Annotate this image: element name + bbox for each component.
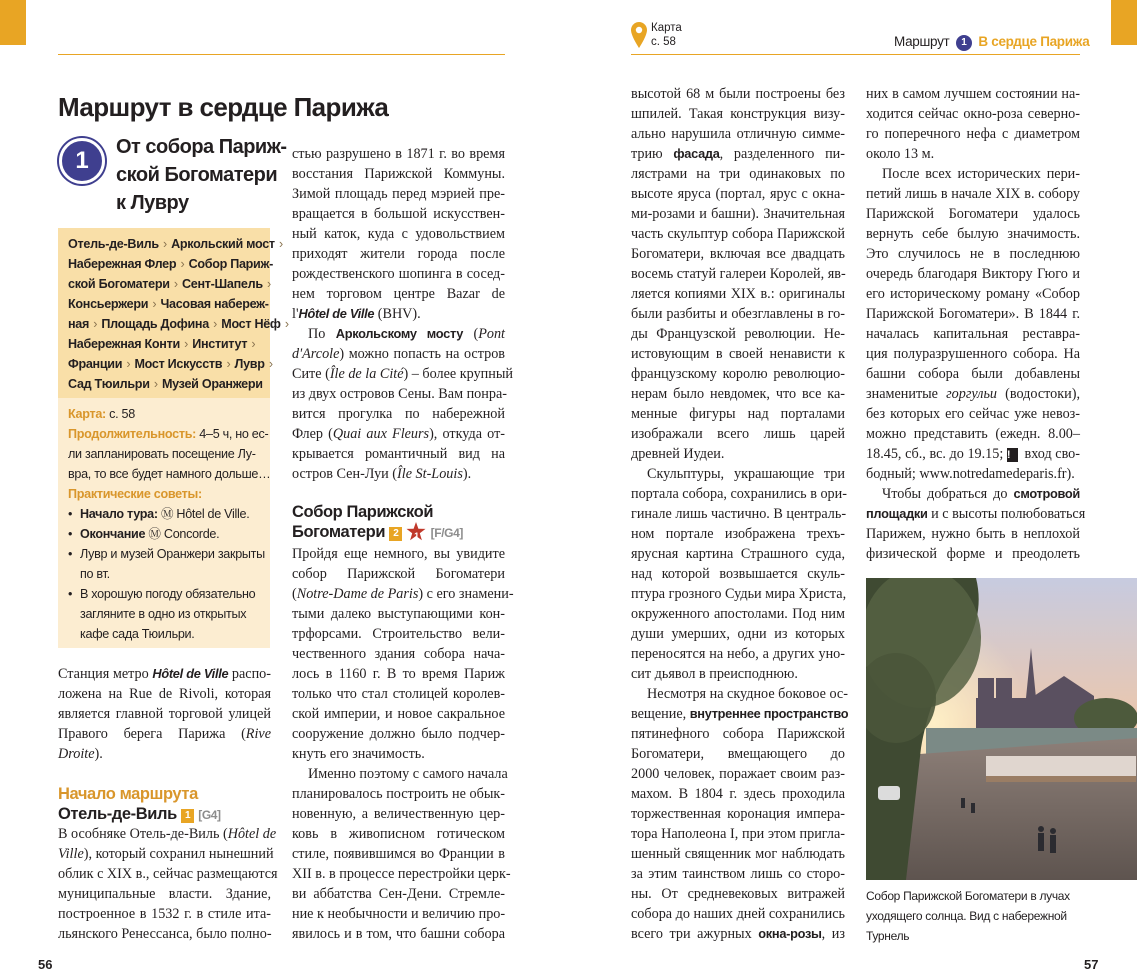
text-line: ложена на Rue de Rivoli, которая [58, 686, 271, 702]
route-stop: Собор Париж- [188, 257, 274, 271]
text-line: вернуть себе былую значимость. [866, 226, 1080, 242]
text-line: ви аббатства Сен-Дени. Стремле- [292, 886, 505, 902]
route-stop: Аркольский мост [171, 237, 275, 251]
text-line: Droite). [58, 746, 103, 762]
tip-line [68, 544, 264, 564]
tip-line [68, 624, 264, 644]
text-line: из двух островов Сены. Вам понра- [292, 386, 507, 402]
text-line: Богоматери, вмещающего до [631, 746, 845, 762]
col4-paragraph-c [866, 484, 1086, 564]
text-line: ный каток, куда с удовольствием [292, 226, 505, 242]
col4-paragraph-b [866, 164, 1080, 484]
text-line: вится прогулка по набережной [292, 406, 505, 422]
route-stops-line [68, 374, 264, 394]
tip-line [68, 584, 264, 604]
map-ref-page: с. 58 [651, 36, 676, 48]
text-line: трфорсами. Строительство вели- [292, 626, 505, 642]
route-stop: Институт [192, 337, 248, 351]
text-line: около 13 м. [866, 146, 935, 162]
text-line: 2000 человек, поражает своим раз- [631, 766, 845, 782]
map-ref-label: Карта [651, 22, 682, 34]
right-header-rule [631, 54, 1080, 55]
tip-line [68, 604, 264, 624]
text-line: d'Arcole) можно попасть на остров [292, 346, 505, 362]
tip-text: Ⓜ Concorde. [148, 527, 220, 541]
text-line: без которых его сейчас уже невоз- [866, 406, 1080, 422]
text-line: ходится сейчас окно-роза северно- [866, 106, 1080, 122]
chevron-right-icon: › [180, 337, 192, 351]
tip-line [68, 524, 264, 544]
col2-paragraph-b [292, 324, 513, 484]
text-line: над которой возвышается скуль- [631, 566, 845, 582]
text-line: Именно поэтому с самого начала [308, 766, 508, 782]
photo-caption-line: уходящего солнца. Вид с набережной [866, 909, 1067, 923]
text-line: ми-розами и башни). Значительная [631, 206, 845, 222]
text-line: ской империи, и новое сакральное [292, 706, 505, 722]
photo-caption [866, 886, 1070, 946]
text-line: французскому королю революцио- [631, 366, 845, 382]
text-line: Флер (Quai aux Fleurs), откуда от- [292, 426, 506, 442]
header-route-label: Маршрут [894, 34, 950, 49]
tip-text: Лувр и музей Оранжери закрыты [80, 547, 265, 561]
col2-paragraph-a [292, 144, 505, 324]
route-title [116, 133, 286, 217]
text-line: высоте яруса (портал, ярус с окна- [631, 186, 845, 202]
map-badge: 2 [389, 527, 402, 541]
text-line: Парижской Богоматери». В 1844 г. [866, 306, 1080, 322]
text-line: за этим таинством лишь со сторо- [631, 866, 845, 882]
text-line: трию фасада, разделенного пи- [631, 146, 845, 162]
start-heading: Начало маршрута [58, 785, 198, 803]
route-title-line: ской Богоматери [116, 164, 278, 186]
text-line: петий лишь в начале XIX в. собору [866, 186, 1080, 202]
text-line: высотой 68 м были построены без [631, 86, 845, 102]
route-stop: ской Богоматери [68, 277, 170, 291]
route-number-badge: 1 [59, 138, 105, 184]
text-line: кнуть его значимость. [292, 746, 425, 762]
col2-paragraph-c [292, 544, 514, 764]
text-line: ние к необычности и величию про- [292, 906, 506, 922]
text-line: изображали всего лишь царей [631, 426, 845, 442]
text-line: собора до наших дней сохранились [631, 906, 845, 922]
route-stops-line [68, 314, 289, 334]
text-line: ны. От средневековых витражей [631, 886, 845, 902]
text-line: началась капитальная реставра- [866, 326, 1080, 342]
text-line: является главной торговой улицей [58, 706, 271, 722]
header-section-title: В сердце Парижа [978, 34, 1090, 49]
text-line: ция полуразрушенного собора. На [866, 346, 1080, 362]
text-line: чественного здания собора нача- [292, 646, 505, 662]
text-line: можно представить (ежедн. 8.00– [866, 426, 1080, 442]
route-stops-line [68, 354, 273, 374]
chevron-right-icon: › [159, 237, 171, 251]
tip-text: В хорошую погоду обязательно [80, 587, 256, 601]
route-info [68, 404, 271, 644]
text-line: Богоматери, включая все двадцать [631, 246, 845, 262]
duration-line: вра, то все будет намного дольше… [68, 467, 271, 481]
text-line: портала собора, сохранились в ори- [631, 486, 847, 502]
bullet-icon: • [68, 507, 73, 521]
route-stop: Франции [68, 357, 123, 371]
chevron-right-icon: › [223, 357, 234, 371]
route-title-line: От собора Париж- [116, 136, 287, 158]
chevron-right-icon: › [177, 257, 188, 271]
text-line: были разбиты и обезглавлены в го- [631, 306, 845, 322]
photo-caption-line: Турнель [866, 929, 910, 943]
star-rating-icon [406, 522, 426, 540]
text-line: восемь статуй галереи Королей, яв- [631, 266, 846, 282]
text-line: ляется копиями XIX в.: оригиналы [631, 286, 845, 302]
text-line: XII в. в процессе перестройки церк- [292, 866, 511, 882]
left-header-rule [58, 54, 505, 55]
page-title: Маршрут в сердце Парижа [58, 92, 389, 122]
route-stop: Сент-Шапель [181, 277, 263, 291]
sobor-heading-line1: Собор Парижской [292, 503, 434, 521]
bullet-icon: • [68, 587, 73, 601]
text-line: нем торговом центре Bazar de [292, 286, 505, 302]
text-line: истовующим в своей ненависти к [631, 346, 845, 362]
text-line: башни собора были добавлены [866, 366, 1080, 382]
chevron-right-icon: › [248, 337, 256, 351]
text-line: облик с XIX в., сейчас размещаются [58, 866, 278, 882]
text-line: новенную, а величественную цер- [292, 806, 505, 822]
map-pin-icon [631, 22, 647, 48]
route-stop: Сад Тюильри [68, 377, 150, 391]
text-line: души умерших, одни из которых [631, 626, 845, 642]
route-stops-line [68, 234, 283, 254]
route-stops-line [68, 274, 271, 294]
grid-ref: [F/G4] [430, 526, 463, 540]
text-line: шпилей. Такая конструкция визу- [631, 106, 845, 122]
text-line: древней Иудеи. [631, 446, 725, 462]
chevron-right-icon: › [123, 357, 134, 371]
route-stops-line [68, 334, 264, 354]
text-line: них в самом лучшем состоянии на- [866, 86, 1080, 102]
left-page-tab [0, 0, 26, 45]
route-stops-line [68, 254, 274, 274]
text-line: всего три ажурных окна-розы, из [631, 926, 845, 942]
text-line: Парижем, нужно быть в неплохой [866, 526, 1080, 542]
start-subheading-text: Отель-де-Виль [58, 805, 177, 823]
duration-label: Продолжительность: [68, 427, 197, 441]
chevron-right-icon: › [281, 317, 289, 331]
text-line: ды Французской революции. Не- [631, 326, 845, 342]
text-line: го поперечного нефа с диаметром [866, 126, 1080, 142]
text-line: ном портале изображена трехъ- [631, 526, 845, 542]
text-line: вещение, внутреннее пространство [631, 706, 849, 722]
text-line: l'Hôtel de Ville (BHV). [292, 306, 421, 322]
duration-line: ли запланировать посещение Лу- [68, 447, 256, 461]
route-stop: Музей Оранжери [161, 377, 263, 391]
text-line: только что стал столицей королев- [292, 686, 505, 702]
text-line: Правого берега Парижа (Rive [58, 726, 271, 742]
text-line: рождественского шопинга в сосед- [292, 266, 505, 282]
text-line: шенный священник мог наблюдать [631, 846, 845, 862]
text-line: стиле, появившимся во Франции в [292, 846, 505, 862]
route-title-line: к Лувру [116, 192, 189, 214]
col1-paragraph-b [58, 824, 278, 944]
route-stop: Консьержери [68, 297, 149, 311]
text-line: построенное в 1532 г. в стиле ита- [58, 906, 271, 922]
route-stop: Лувр [234, 357, 265, 371]
tips-label: Практические советы: [68, 487, 202, 501]
map-reference [651, 21, 682, 49]
tip-line [68, 504, 264, 524]
route-stops-list [68, 234, 289, 394]
tip-text: кафе сада Тюильри. [80, 627, 195, 641]
text-line: По Аркольскому мосту (Pont [308, 326, 505, 342]
route-stop: ная [68, 317, 90, 331]
text-line: окруженного апостолами. Под ним [631, 606, 845, 622]
route-stop: Набережная Конти [68, 337, 180, 351]
page-number-right: 57 [1084, 957, 1099, 972]
text-line: лястрами на три одинаковых по [631, 166, 845, 182]
chevron-right-icon: › [150, 377, 161, 391]
text-line: собор Парижской Богоматери [292, 566, 505, 582]
tip-text: загляните в одно из открытых [80, 607, 247, 621]
text-line: часть скульптур собора Парижской [631, 226, 845, 242]
route-stop: Площадь Дофина [101, 317, 209, 331]
tip-label: Окончание [80, 527, 149, 541]
text-line: (Notre-Dame de Paris) с его знамени- [292, 586, 514, 602]
text-line: тыми далеко выступающими кон- [292, 606, 505, 622]
route-stop: Мост Нёф [221, 317, 281, 331]
text-line: очередь благодаря Виктору Гюго и [866, 266, 1080, 282]
bullet-icon: • [68, 527, 73, 541]
col3-paragraph-c [631, 684, 849, 944]
right-page-tab [1111, 0, 1137, 45]
text-line: вращается в большой искусствен- [292, 206, 505, 222]
text-line: знаменитые горгульи (водостоки), [866, 386, 1080, 402]
text-line: муниципальные власти. Здание, [58, 886, 271, 902]
col3-paragraph-b [631, 464, 845, 684]
text-line: сит дьявол в преисподнюю. [631, 666, 798, 682]
text-line: ковь в живописном готическом [292, 826, 505, 842]
text-line: физической форме и преодолеть [866, 546, 1080, 562]
tip-line [68, 564, 264, 584]
chevron-right-icon: › [149, 297, 160, 311]
route-stop: Набережная Флер [68, 257, 177, 271]
text-line: остров Сен-Луи (Île St-Louis). [292, 466, 472, 482]
page-number-left: 56 [38, 957, 53, 972]
text-line: приходят жители города после [292, 246, 505, 262]
map-badge: 1 [181, 809, 194, 823]
text-line: ярусная картина Страшного суда, [631, 546, 845, 562]
header-route-number: 1 [956, 35, 972, 51]
text-line: ально нарушила отличную симме- [631, 126, 845, 142]
text-line: В особняке Отель-де-Виль (Hôtel de [58, 826, 277, 842]
text-line: Это случилось не в последнюю [866, 246, 1080, 262]
text-line: тора Наполеона I, при этом пригла- [631, 826, 845, 842]
text-line: После всех исторических пери- [882, 166, 1080, 182]
running-header [894, 33, 1089, 51]
text-line: птура грозного Судьи мира Христа, [631, 586, 847, 602]
tip-text: по вт. [80, 567, 110, 581]
duration-line: 4–5 ч, но ес- [199, 427, 269, 441]
text-line: Чтобы добраться до смотровой [882, 486, 1080, 502]
text-line: стью разрушено в 1871 г. во время [292, 146, 505, 162]
text-line: Пройдя еще немного, вы увидите [292, 546, 505, 562]
text-line: явилось и в том, что башни собора [292, 926, 505, 942]
text-line: площадки и с высоты полюбоваться [866, 506, 1086, 522]
notre-dame-photo [866, 578, 1137, 880]
tips-list [68, 504, 264, 644]
chevron-right-icon: › [263, 277, 271, 291]
sobor-heading-line2 [292, 522, 463, 543]
route-stop: Мост Искусств [134, 357, 223, 371]
text-line: льянского Ренессанса, было полно- [58, 926, 272, 942]
text-line: его историческому роману «Собор [866, 286, 1080, 302]
chevron-right-icon: › [209, 317, 221, 331]
chevron-right-icon: › [90, 317, 101, 331]
text-line: торжественная коронация импера- [631, 806, 845, 822]
text-line: лось в 1160 г. В то время Париж [292, 666, 505, 682]
start-subheading [58, 804, 221, 825]
text-line: Несмотря на скудное боковое ос- [647, 686, 848, 702]
sobor-heading-text: Богоматери [292, 523, 386, 541]
text-line: сооружение должно было подчер- [292, 726, 505, 742]
text-line: переносятся на небо, а других уно- [631, 646, 845, 662]
col2-paragraph-d [292, 764, 511, 944]
text-line: восстания Парижской Коммуны. [292, 166, 505, 182]
chevron-right-icon: › [275, 237, 283, 251]
col3-paragraph-a [631, 84, 845, 464]
text-line: нерам было невдомек, что все ка- [631, 386, 845, 402]
text-line: 18.45, сб., вс. до 19.15; ! вход сво- [866, 446, 1081, 462]
text-line: Станция метро Hôtel de Ville распо- [58, 666, 272, 682]
col1-paragraph-a [58, 664, 271, 764]
text-line: пятинефного собора Парижской [631, 726, 845, 742]
bullet-icon: • [68, 547, 73, 561]
tip-text: Ⓜ Hôtel de Ville. [160, 507, 250, 521]
text-line: менные фигуры над порталами [631, 406, 845, 422]
text-line: махом. В 1804 г. здесь проходила [631, 786, 845, 802]
route-stop: Часовая набереж- [160, 297, 269, 311]
map-value: с. 58 [109, 407, 135, 421]
route-stop: Отель-де-Виль [68, 237, 159, 251]
text-line: планировалось построить не обык- [292, 786, 505, 802]
text-line: Ville), который сохранил нынешний [58, 846, 274, 862]
text-line: гинале лишь частично. В централь- [631, 506, 847, 522]
text-line: бодный; www.notredamedeparis.fr). [866, 466, 1075, 482]
star-number: 1 [414, 531, 419, 541]
photo-caption-line: Собор Парижской Богоматери в лучах [866, 889, 1070, 903]
tip-label: Начало тура: [80, 507, 161, 521]
text-line: Скульптуры, украшающие три [647, 466, 845, 482]
chevron-right-icon: › [170, 277, 181, 291]
text-line: крывается романтичный вид на [292, 446, 505, 462]
route-stops-line [68, 294, 269, 314]
text-line: Зимой площадь перед мэрией пре- [292, 186, 505, 202]
text-line: Сите (Île de la Cité) – более крупный [292, 366, 513, 382]
grid-ref: [G4] [198, 808, 221, 822]
map-label: Карта: [68, 407, 106, 421]
text-line: Парижской Богоматери удалось [866, 206, 1080, 222]
col4-paragraph-a [866, 84, 1080, 164]
chevron-right-icon: › [265, 357, 273, 371]
